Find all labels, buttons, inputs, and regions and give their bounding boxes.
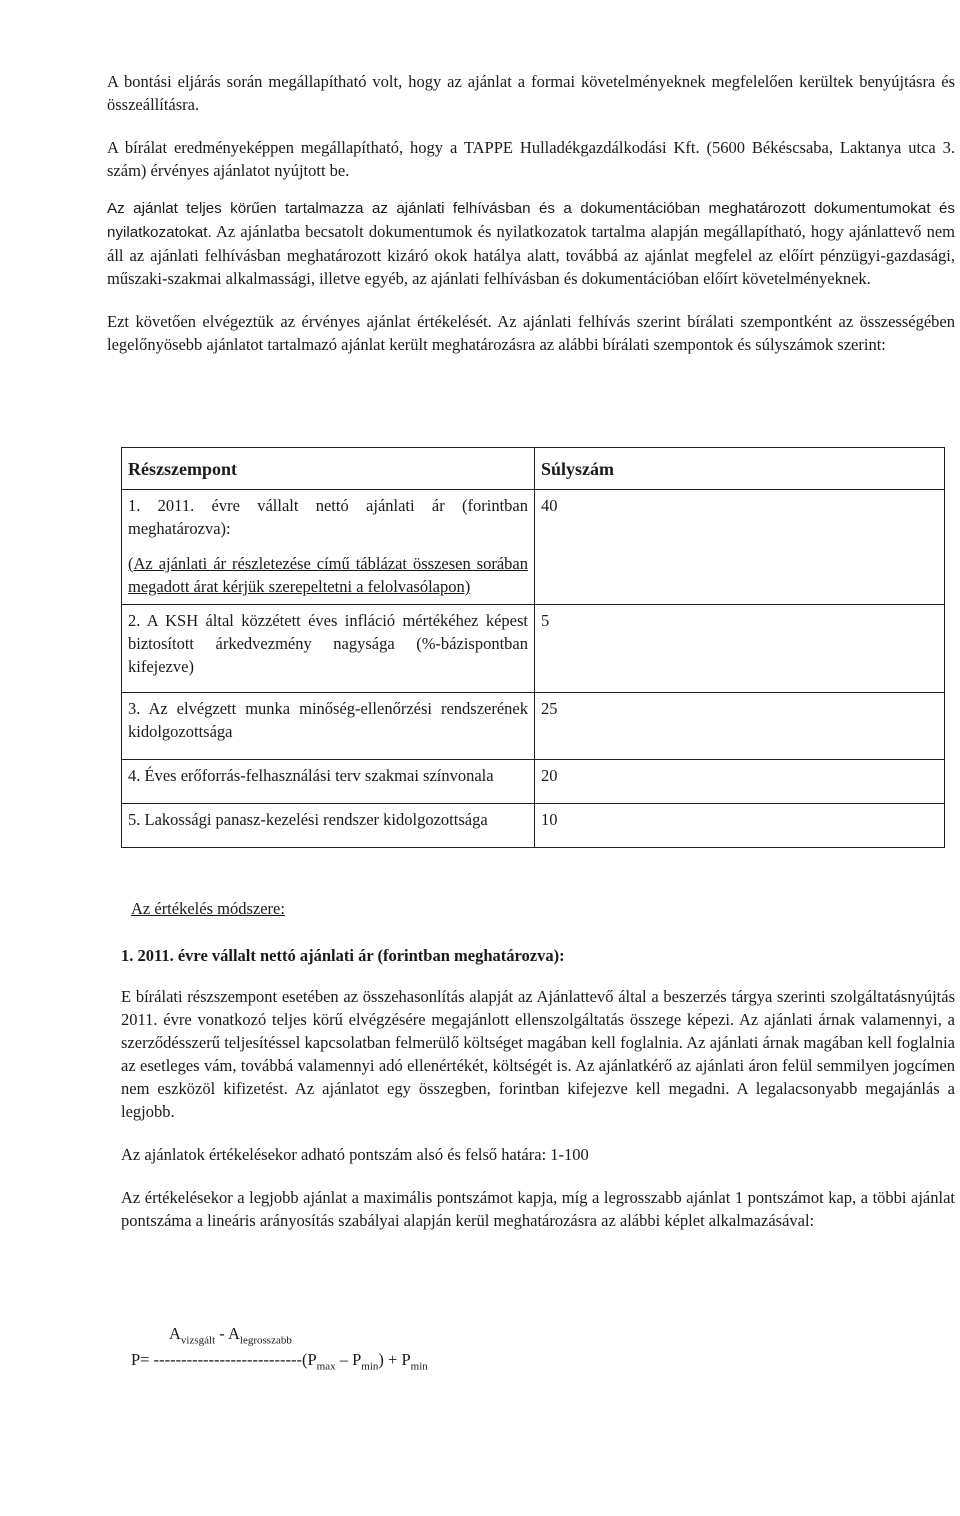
- criteria-note: (Az ajánlati ár részletezése című táblázat összesen sorában megadott árat kérjük szerepeltetni a felolvasólapon): [128, 554, 528, 596]
- paragraph-completeness-sans: Az ajánlat teljes körűen tartalmazza az ajánlati felhívásban és a dokumentációban meghatározott dokumentumokat és nyilatkozatokat.: [107, 200, 955, 241]
- criteria-text: 4. Éves erőforrás-felhasználási terv szakmai színvonala: [128, 766, 494, 785]
- formula-line: [131, 1348, 428, 1378]
- criteria-text: 3. Az elvégzett munka minőség-ellenőrzési rendszerének kidolgozottsága: [128, 699, 528, 741]
- scoring-formula: [131, 1322, 731, 1373]
- formula-sub-min2: min: [410, 1360, 428, 1373]
- criteria-cell: [122, 605, 535, 693]
- criteria-cell: [122, 804, 535, 848]
- weight-cell: 20: [535, 760, 945, 804]
- paragraph-completeness-rest: Az ajánlatba becsatolt dokumentumok és nyilatkozatok tartalma alapján megállapítható, hogy ajánlattevő nem áll az ajánlati felhívásban meghatározott kizáró okok hatálya alatt, továbbá az ajánlat megfelel az előírt pénzügyi-gazdasági, műszaki-szakmai alkalmassági, illetve egyéb, az ajánlati felhívásban és dokumentációban előírt követelményeknek.: [107, 222, 955, 288]
- weight-cell: 25: [535, 693, 945, 760]
- formula-sub-vizsgalt: vizsgált: [180, 1334, 216, 1347]
- criteria-cell: [122, 693, 535, 760]
- formula-a2: A: [227, 1324, 240, 1343]
- criteria-text: 5. Lakossági panasz-kezelési rendszer kidolgozottsága: [128, 810, 488, 829]
- header-weight: Súlyszám: [535, 448, 945, 490]
- paragraph-score-range: Az ajánlatok értékelésekor adható pontszám alsó és felső határa: 1-100: [121, 1145, 589, 1164]
- formula-close: ) + P: [378, 1350, 411, 1369]
- criteria-cell: [122, 760, 535, 804]
- table-row: [122, 693, 945, 760]
- criteria-text: 2. A KSH által közzétett éves infláció mértékéhez képest biztosított árkedvezmény nagysága (%-bázispontban kifejezve): [128, 611, 528, 676]
- paragraph-scoring-rule: Az értékelésekor a legjobb ajánlat a maximális pontszámot kapja, míg a legrosszabb ajánlat 1 pontszámot kap, a többi ajánlat pontszáma a lineáris arányosítás szabályai alapján kerül meghatározásra az alábbi képlet alkalmazásával:: [121, 1188, 955, 1230]
- paragraph-price-method: E bírálati részszempont esetében az összehasonlítás alapját az Ajánlattevő által a beszerzés tárgya szerinti szolgáltatásnyújtás 2011. évre vonatkozó teljes körű elvégzésére megajánlott ellenszolgáltatás összege képezi. Az ajánlati árnak valamennyi, a szerződésszerű teljesítéssel kapcsolatban felmerülő költséget magában kell foglalnia. Az ajánlati árnak magában kell foglalnia az esetleges vám, továbbá valamennyi adó ellenértékét, költségét is. Az ajánlatkérő az ajánlati áron felül semmilyen jogcímen nem eszközöl kifizetést. Az ajánlatot egy összegben, forintban kifejezve kell megadni. A legalacsonyabb megajánlás a legjobb.: [121, 987, 955, 1121]
- method-heading: Az értékelés módszere:: [131, 899, 285, 918]
- criteria-cell: [122, 490, 535, 605]
- table-row: [122, 605, 945, 693]
- weight-cell: 10: [535, 804, 945, 848]
- formula-fraction-bar: ---------------------------: [149, 1350, 302, 1369]
- paragraph-evaluation-result: A bírálat eredményeképpen megállapítható, hogy a TAPPE Hulladékgazdálkodási Kft. (5600 Békéscsaba, Laktanya utca 3. szám) érvényes ajánlatot nyújtott be.: [107, 138, 955, 180]
- paragraph-assessment: Ezt követően elvégeztük az érvényes ajánlat értékelését. Az ajánlati felhívás szerint bírálati szempontként az összességében legelőnyösebb ajánlatot tartalmazó ajánlat került meghatározásra az alábbi bírálati szempontok és súlyszámok szerint:: [107, 312, 955, 354]
- formula-sub-legrosszabb: legrosszabb: [239, 1334, 292, 1347]
- formula-sub-min: min: [361, 1360, 379, 1373]
- table-row: [122, 804, 945, 848]
- formula-mid: – P: [335, 1350, 362, 1369]
- table-header-row: [122, 448, 945, 490]
- formula-sub-max: max: [316, 1360, 336, 1373]
- paragraph-opening: A bontási eljárás során megállapítható volt, hogy az ajánlat a formai követelményeknek megfelelően kerültek benyújtásra és összeállításra.: [107, 72, 955, 114]
- table-row: [122, 490, 945, 605]
- weight-cell: 40: [535, 490, 945, 605]
- weight-cell: 5: [535, 605, 945, 693]
- method-subheading: 1. 2011. évre vállalt nettó ajánlati ár (forintban meghatározva):: [121, 946, 565, 965]
- method-section: [121, 897, 955, 1232]
- paragraph-completeness: [107, 196, 955, 290]
- document-body: [107, 70, 955, 356]
- header-criteria: Részszempont: [122, 448, 535, 490]
- formula-minus: -: [215, 1324, 228, 1343]
- formula-a: A: [169, 1324, 181, 1343]
- criteria-table: [121, 447, 945, 848]
- table-row: [122, 760, 945, 804]
- formula-open: (P: [301, 1350, 317, 1369]
- formula-p-eq: P=: [131, 1350, 150, 1369]
- criteria-text: 1. 2011. évre vállalt nettó ajánlati ár (forintban meghatározva):: [128, 496, 528, 538]
